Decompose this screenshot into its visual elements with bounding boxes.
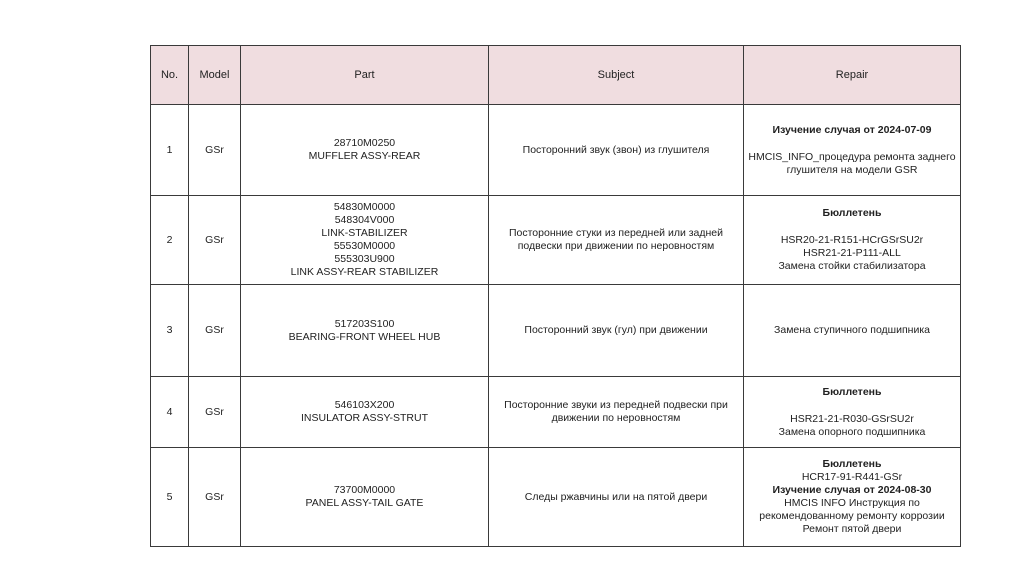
cell-part xyxy=(241,196,489,285)
table-row xyxy=(151,196,961,285)
cell-repair xyxy=(744,105,961,196)
repair-line: глушителя на модели GSR xyxy=(786,163,918,176)
part-name: LINK ASSY-REAR STABILIZER xyxy=(290,266,439,278)
cell-model: GSr xyxy=(189,105,241,196)
header-model: Model xyxy=(189,46,241,105)
cell-part xyxy=(241,377,489,448)
part-number: 555303U900 xyxy=(334,253,395,265)
cell-model: GSr xyxy=(189,196,241,285)
part-number: 73700M0000 xyxy=(333,484,396,496)
cell-repair xyxy=(744,196,961,285)
repair-title: Бюллетень xyxy=(822,385,882,398)
cell-no: 1 xyxy=(151,105,189,196)
cell-model: GSr xyxy=(189,285,241,377)
header-repair: Repair xyxy=(744,46,961,105)
cell-subject: Посторонние стуки из передней или задней подвески при движении по неровностям xyxy=(489,196,744,285)
part-number: 28710M0250 xyxy=(333,137,396,149)
table-row xyxy=(151,105,961,196)
cell-repair xyxy=(744,377,961,448)
table-row xyxy=(151,448,961,547)
cell-subject: Посторонние звуки из передней подвески при движении по неровностям xyxy=(489,377,744,448)
repair-table xyxy=(150,45,961,547)
table-row xyxy=(151,285,961,377)
repair-title: Бюллетень xyxy=(822,458,882,470)
part-number: 55530M0000 xyxy=(333,240,396,252)
part-name: BEARING-FRONT WHEEL HUB xyxy=(288,330,441,343)
part-name: MUFFLER ASSY-REAR xyxy=(308,150,421,162)
repair-title: Бюллетень xyxy=(822,207,882,219)
repair-line: рекомендованному ремонту коррозии xyxy=(759,510,945,522)
cell-subject: Посторонний звук (звон) из глушителя xyxy=(489,105,744,196)
repair-line: Замена стойки стабилизатора xyxy=(778,260,926,272)
cell-model: GSr xyxy=(189,377,241,448)
cell-repair xyxy=(744,448,961,547)
cell-model: GSr xyxy=(189,448,241,547)
repair-line: HMCIS INFO Инструкция по xyxy=(784,497,920,509)
repair-line: HMCIS_INFO_процедура ремонта заднего xyxy=(748,150,956,163)
cell-part xyxy=(241,105,489,196)
cell-no: 3 xyxy=(151,285,189,377)
repair-line: Ремонт пятой двери xyxy=(802,523,902,535)
repair-line: Замена опорного подшипника xyxy=(778,425,926,438)
header-row xyxy=(151,46,961,105)
part-number: 517203S100 xyxy=(334,317,395,330)
repair-line: HSR20-21-R151-HCrGSrSU2r xyxy=(780,234,924,246)
part-name: PANEL ASSY-TAIL GATE xyxy=(305,497,424,509)
cell-repair: Замена ступичного подшипника xyxy=(744,285,961,377)
repair-line: HSR21-21-P111-ALL xyxy=(803,247,901,259)
part-name: LINK-STABILIZER xyxy=(321,227,408,239)
part-name: INSULATOR ASSY-STRUT xyxy=(300,412,428,424)
cell-part xyxy=(241,448,489,547)
cell-subject: Следы ржавчины или на пятой двери xyxy=(489,448,744,547)
header-part: Part xyxy=(241,46,489,105)
part-number: 546103X200 xyxy=(334,399,395,411)
repair-line: HCR17-91-R441-GSr xyxy=(801,471,903,483)
cell-subject: Посторонний звук (гул) при движении xyxy=(489,285,744,377)
repair-title: Изучение случая от 2024-07-09 xyxy=(772,123,932,136)
part-number: 54830M0000 xyxy=(333,201,396,213)
header-no: No. xyxy=(151,46,189,105)
cell-no: 2 xyxy=(151,196,189,285)
cell-part xyxy=(241,285,489,377)
part-number: 548304V000 xyxy=(334,214,395,226)
cell-no: 4 xyxy=(151,377,189,448)
repair-line: HSR21-21-R030-GSrSU2r xyxy=(790,412,914,425)
cell-no: 5 xyxy=(151,448,189,547)
header-subject: Subject xyxy=(489,46,744,105)
repair-title: Изучение случая от 2024-08-30 xyxy=(772,484,932,496)
table-row xyxy=(151,377,961,448)
